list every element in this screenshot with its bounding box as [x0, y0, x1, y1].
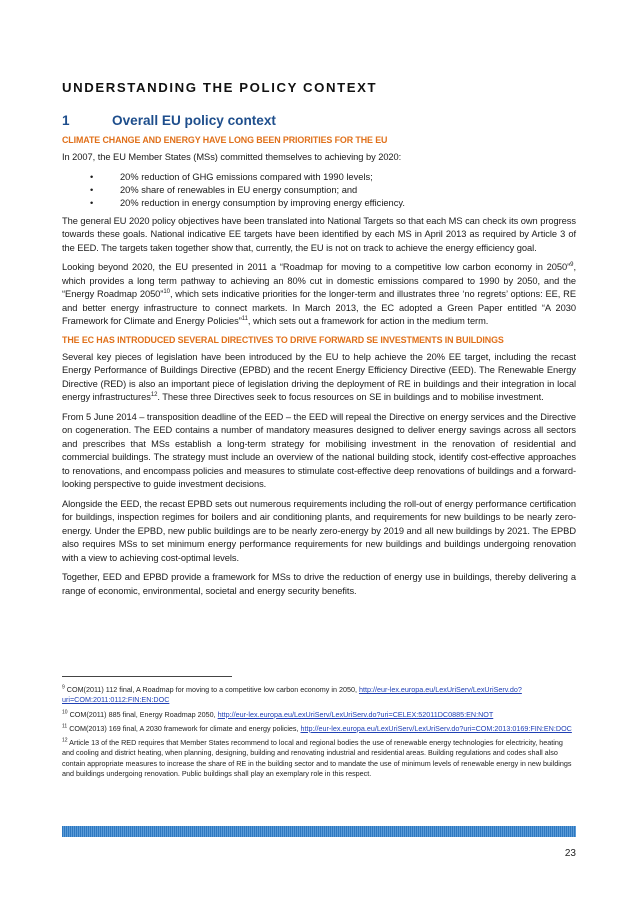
subsection-heading — [62, 113, 276, 128]
heading-priorities: CLIMATE CHANGE AND ENERGY HAVE LONG BEEN PRIORITIES FOR THE EU — [62, 135, 388, 145]
targets-list — [62, 171, 576, 210]
intro-paragraph: In 2007, the EU Member States (MSs) committed themselves to achieving by 2020: — [62, 152, 402, 162]
footnote: $^9$ COM(2011) 112 final, A Roadmap for moving to a competitive low carbon economy in 2050, http://eur-lex.europa.eu/LexUriServ/LexUriServ.do?uri=COM:2011:0112:FIN:EN:DOC — [62, 684, 522, 705]
footnote: $^{10}$ COM(2011) 885 final, Energy Roadmap 2050, http://eur-lex.europa.eu/LexUriServ/LexUriServ.do?uri=CELEX:52011DC0885:EN:NOT — [62, 709, 494, 719]
bullet-icon: • — [90, 184, 94, 195]
bullet-icon: • — [90, 171, 94, 182]
footer-bar — [62, 826, 576, 837]
list-item: • 20% share of renewables in EU energy consumption; and — [90, 184, 358, 195]
list-item: • 20% reduction in energy consumption by improving energy efficiency. — [90, 197, 405, 208]
footnote: $^{11}$ COM(2013) 169 final, A 2030 framework for climate and energy policies, http://eur-lex.europa.eu/LexUriServ/LexUriServ.do?uri=COM:2013:0169:FIN:EN:DOC — [62, 723, 572, 733]
footnotes — [62, 685, 576, 783]
bullet-icon: • — [90, 197, 94, 208]
footnote-link[interactable]: http://eur-lex.europa.eu/LexUriServ/LexUriServ.do?uri=COM:2013:0169:FIN:EN:DOC — [300, 723, 572, 733]
subsection-number: 1 — [62, 113, 70, 128]
section-title: UNDERSTANDING THE POLICY CONTEXT — [62, 80, 378, 95]
paragraph-national-targets: The general EU 2020 policy objectives have been translated into National Targets so that each MS can check its own progress towards these goals. National indicative EE targets have been identified by each MS in April 2013 as required by Article 3 of the EED. The targets taken together show that, currently, the EU is not on track to achieve the energy efficiency goal. — [62, 215, 576, 253]
paragraph-legislation: Several key pieces of legislation have been introduced by the EU to help achieve the 20% EE target, including the recast Energy Performance of Buildings Directive (EPBD) and the recent Energy Efficiency Directive (EED). The Renewable Energy Directive (RED) is also an important piece of legislation driving the deployment of RE in buildings and their integration in local energy infrastructures$^{12}$. These three Directives seek to focus resources on SE in buildings and to mobilise investment. — [62, 351, 576, 402]
footnote-ref[interactable]: 11 — [241, 315, 248, 322]
footnote-divider — [62, 676, 232, 677]
paragraph-framework: Together, EED and EPBD provide a framework for MSs to drive the reduction of energy use in buildings, thereby delivering a range of economic, environmental, societal and energy security benefits. — [62, 572, 576, 596]
paragraph-epbd: Alongside the EED, the recast EPBD sets out numerous requirements including the roll-out of energy performance certification for buildings, inspection regimes for boilers and air conditioning plants, and requirements for new buildings to be nearly zero-energy. Under the EPBD, new public buildings are to be nearly zero-energy by 2019 and all new buildings by 2021. The EPBD also requires MSs to set minimum energy performance requirements for new buildings and buildings undergoing renovation with a view to achieving cost-optimal levels. — [62, 498, 576, 563]
page-number: 23 — [564, 848, 576, 859]
body-text — [62, 132, 576, 604]
footnote-link[interactable]: http://eur-lex.europa.eu/LexUriServ/LexUriServ.do?uri=CELEX:52011DC0885:EN:NOT — [217, 709, 494, 719]
heading-directives: THE EC HAS INTRODUCED SEVERAL DIRECTIVES TO DRIVE FORWARD SE INVESTMENTS IN BUILDINGS — [62, 334, 504, 345]
footnote-ref[interactable]: 10 — [163, 288, 170, 295]
footnote-link[interactable]: http://eur-lex.europa.eu/LexUriServ/LexUriServ.do?uri=COM:2011:0112:FIN:EN:DOC — [62, 685, 522, 705]
footnote-ref[interactable]: 9 — [570, 261, 574, 268]
paragraph-roadmap: Looking beyond 2020, the EU presented in 2011 a “Roadmap for moving to a competitive low carbon economy in 2050”$^9$, which provides a long term pathway to achieving an 80% cut in domestic emissions compared to 1990 by 2050, and the “Energy Roadmap 2050”$^{10}$, which sets indicative priorities for the longer-term and illustrates three ‘no regrets’ options: EE, RE and better energy infrastructure to connect markets. In March 2013, the EC adopted a Green Paper entitled “A 2030 Framework for Climate and Energy Policies”$^{11}$, which sets out a framework for action in the medium term. — [62, 261, 576, 326]
paragraph-eed: From 5 June 2014 – transposition deadline of the EED – the EED will repeal the Directive on energy services and the Directive on cogeneration. The EED contains a number of mandatory measures designed to deliver energy savings across all sectors and prescribes that MSs establish a long-term strategy for mobilising investment in the renovation of residential and commercial buildings. The strategy must include an overview of the national building stock, identify cost-effective approaches to renovations, and encompass policies and measures to stimulate cost-effective deep renovations of buildings and a forward-looking perspective to guide investment decisions. — [62, 411, 576, 489]
footnote: $^{12}$ Article 13 of the RED requires that Member States recommend to local and regional bodies the use of renewable energy technologies for electricity, heating and cooling and district heating, when planning, designing, building and renovating industrial and residential areas. Building regulations and codes shall also contain appropriate measures to increase the share of RE in the building sector and to mandate the use of minimum levels of renewable energy in new buildings and buildings undergoing renovation. Public buildings shall play an exemplary role in this respect. — [62, 737, 572, 779]
subsection-title: Overall EU policy context — [112, 113, 276, 128]
list-item: • 20% reduction of GHG emissions compared with 1990 levels; — [90, 171, 373, 182]
footnote-ref[interactable]: 12 — [150, 391, 158, 398]
